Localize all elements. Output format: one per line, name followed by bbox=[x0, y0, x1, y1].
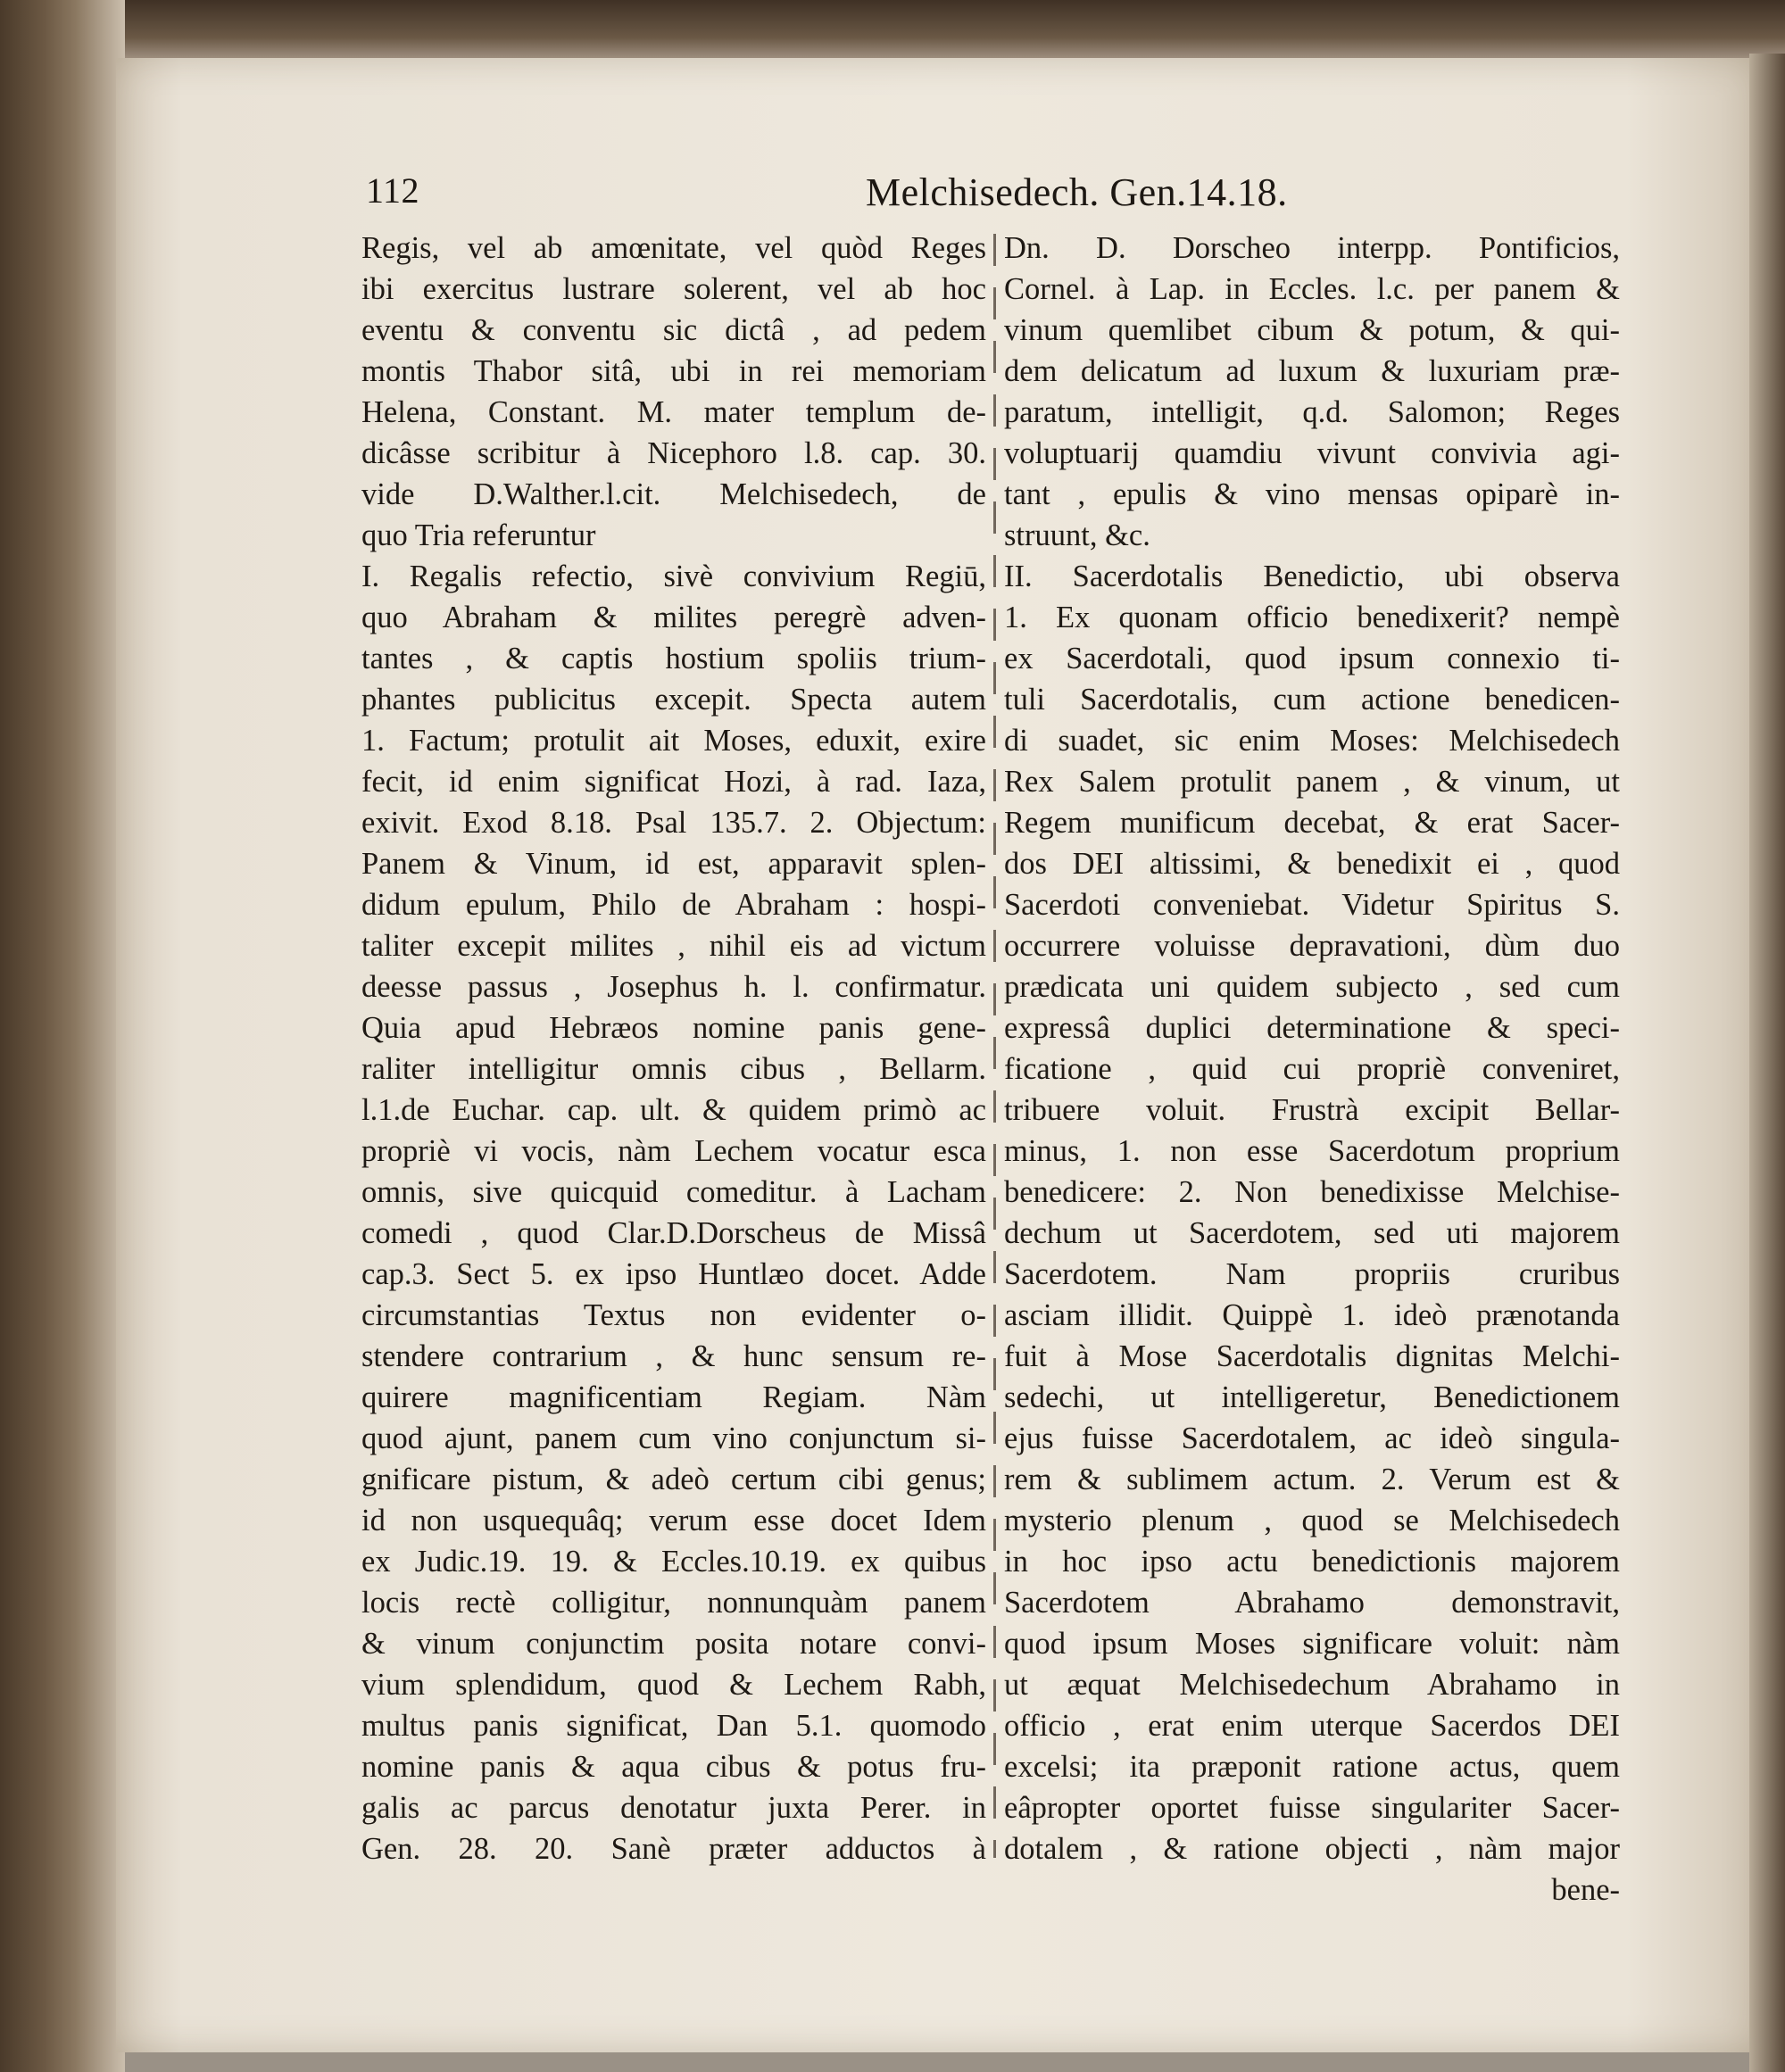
text-line: Rex Salem protulit panem , & vinum, ut bbox=[1004, 765, 1620, 799]
text-line: ficatione , quid cui propriè conveniret, bbox=[1004, 1052, 1620, 1086]
text-line: dos DEI altissimi, & benedixit ei , quod bbox=[1004, 847, 1620, 881]
text-line: quo Abraham & milites peregrè adven- bbox=[361, 601, 986, 634]
text-line: mysterio plenum , quod se Melchisedech bbox=[1004, 1504, 1620, 1537]
text-line: didum epulum, Philo de Abraham : hospi- bbox=[361, 888, 986, 922]
text-line: fecit, id enim significat Hozi, à rad. Iaza, bbox=[361, 765, 986, 799]
text-line: ejus fuisse Sacerdotalem, ac ideò singula- bbox=[1004, 1421, 1620, 1455]
text-line: Helena, Constant. M. mater templum de- bbox=[361, 395, 986, 429]
text-line: Gen. 28. 20. Sanè præter adductos à bbox=[361, 1832, 986, 1866]
text-line: rem & sublimem actum. 2. Verum est & bbox=[1004, 1463, 1620, 1496]
text-line: benedicere: 2. Non benedixisse Melchise- bbox=[1004, 1175, 1620, 1209]
text-line: expressâ duplici determinatione & speci- bbox=[1004, 1011, 1620, 1045]
text-line: Regem munificum decebat, & erat Sacer- bbox=[1004, 806, 1620, 840]
text-line: nomine panis & aqua cibus & potus fru- bbox=[361, 1750, 986, 1784]
book-top-edge bbox=[0, 0, 1785, 62]
text-line: comedi , quod Clar.D.Dorscheus de Missâ bbox=[361, 1216, 986, 1250]
text-line: id non usquequâq; verum esse docet Idem bbox=[361, 1504, 986, 1537]
text-line: di suadet, sic enim Moses: Melchisedech bbox=[1004, 724, 1620, 758]
text-line: eventu & conventu sic dictâ , ad pedem bbox=[361, 313, 986, 347]
text-line: multus panis significat, Dan 5.1. quomodo bbox=[361, 1709, 986, 1743]
text-line: Cornel. à Lap. in Eccles. l.c. per panem & bbox=[1004, 272, 1620, 306]
text-line: Panem & Vinum, id est, apparavit splen- bbox=[361, 847, 986, 881]
right-text-column bbox=[1004, 228, 1620, 1910]
text-line: minus, 1. non esse Sacerdotum proprium bbox=[1004, 1134, 1620, 1168]
text-line: deesse passus , Josephus h. l. confirmatur. bbox=[361, 970, 986, 1004]
text-line: galis ac parcus denotatur juxta Perer. in bbox=[361, 1791, 986, 1825]
text-line: & vinum conjunctim posita notare convi- bbox=[361, 1627, 986, 1661]
text-line: ut æquat Melchisedechum Abrahamo in bbox=[1004, 1668, 1620, 1702]
text-line: I. Regalis refectio, sivè convivium Regiū, bbox=[361, 559, 986, 593]
text-line: propriè vi vocis, nàm Lechem vocatur esca bbox=[361, 1134, 986, 1168]
left-text-column bbox=[361, 228, 986, 1869]
text-line: Quia apud Hebræos nomine panis gene- bbox=[361, 1011, 986, 1045]
text-line: omnis, sive quicquid comeditur. à Lacham bbox=[361, 1175, 986, 1209]
text-line: Dn. D. Dorscheo interpp. Pontificios, bbox=[1004, 231, 1620, 265]
text-line: cap.3. Sect 5. ex ipso Huntlæo docet. Adde bbox=[361, 1257, 986, 1291]
text-line: ex Judic.19. 19. & Eccles.10.19. ex quibus bbox=[361, 1545, 986, 1579]
running-head bbox=[241, 170, 1633, 223]
text-line: ibi exercitus lustrare solerent, vel ab hoc bbox=[361, 272, 986, 306]
text-line: paratum, intelligit, q.d. Salomon; Reges bbox=[1004, 395, 1620, 429]
text-line: prædicata uni quidem subjecto , sed cum bbox=[1004, 970, 1620, 1004]
text-line: Sacerdoti conveniebat. Videtur Spiritus S. bbox=[1004, 888, 1620, 922]
text-line: voluptuarij quamdiu vivunt convivia agi- bbox=[1004, 436, 1620, 470]
text-line: Regis, vel ab amœnitate, vel quòd Reges bbox=[361, 231, 986, 265]
text-line: fuit à Mose Sacerdotalis dignitas Melchi- bbox=[1004, 1339, 1620, 1373]
column-divider bbox=[993, 234, 996, 1858]
text-line: stendere contrarium , & hunc sensum re- bbox=[361, 1339, 986, 1373]
text-line: vide D.Walther.l.cit. Melchisedech, de bbox=[361, 477, 986, 511]
text-line: quod ajunt, panem cum vino conjunctum si- bbox=[361, 1421, 986, 1455]
text-line: ex Sacerdotali, quod ipsum connexio ti- bbox=[1004, 642, 1620, 675]
text-line: quod ipsum Moses significare voluit: nàm bbox=[1004, 1627, 1620, 1661]
text-line: exivit. Exod 8.18. Psal 135.7. 2. Objectum: bbox=[361, 806, 986, 840]
text-line: bene- bbox=[1551, 1873, 1620, 1907]
text-line: dechum ut Sacerdotem, sed uti majorem bbox=[1004, 1216, 1620, 1250]
text-line: struunt, &c. bbox=[1004, 518, 1150, 552]
text-line: l.1.de Euchar. cap. ult. & quidem primò ac bbox=[361, 1093, 986, 1127]
text-line: quo Tria referuntur bbox=[361, 518, 596, 552]
text-line: Sacerdotem Abrahamo demonstravit, bbox=[1004, 1586, 1620, 1620]
text-line: vinum quemlibet cibum & potum, & qui- bbox=[1004, 313, 1620, 347]
text-line: eâpropter oportet fuisse singulariter Sacer- bbox=[1004, 1791, 1620, 1825]
text-line: quirere magnificentiam Regiam. Nàm bbox=[361, 1380, 986, 1414]
text-line: Sacerdotem. Nam propriis cruribus bbox=[1004, 1257, 1620, 1291]
text-line: 1. Ex quonam officio benedixerit? nempè bbox=[1004, 601, 1620, 634]
text-line: locis rectè colligitur, nonnunquàm panem bbox=[361, 1586, 986, 1620]
running-head-title: Melchisedech. Gen.14.18. bbox=[866, 170, 1288, 214]
text-line: asciam illidit. Quippè 1. ideò prænotanda bbox=[1004, 1298, 1620, 1332]
text-line: officio , erat enim uterque Sacerdos DEI bbox=[1004, 1709, 1620, 1743]
text-line: tuli Sacerdotalis, cum actione benedicen- bbox=[1004, 683, 1620, 717]
text-line: vium splendidum, quod & Lechem Rabh, bbox=[361, 1668, 986, 1702]
text-line: dicâsse scribitur à Nicephoro l.8. cap. 30. bbox=[361, 436, 986, 470]
text-line: sedechi, ut intelligeretur, Benedictionem bbox=[1004, 1380, 1620, 1414]
text-line: 1. Factum; protulit ait Moses, eduxit, exire bbox=[361, 724, 986, 758]
text-line: tribuere voluit. Frustrà excipit Bellar- bbox=[1004, 1093, 1620, 1127]
text-line: tantes , & captis hostium spoliis trium- bbox=[361, 642, 986, 675]
text-line: in hoc ipso actu benedictionis majorem bbox=[1004, 1545, 1620, 1579]
book-spine-edge bbox=[0, 0, 125, 2072]
text-line: raliter intelligitur omnis cibus , Bellarm. bbox=[361, 1052, 986, 1086]
text-line: occurrere voluisse depravationi, dùm duo bbox=[1004, 929, 1620, 963]
page-number: 112 bbox=[366, 170, 420, 211]
text-line: montis Thabor sitâ, ubi in rei memoriam bbox=[361, 354, 986, 388]
page-fore-edge bbox=[1749, 54, 1785, 2072]
text-line: excelsi; ita præponit ratione actus, quem bbox=[1004, 1750, 1620, 1784]
text-line: dotalem , & ratione objecti , nàm major bbox=[1004, 1832, 1620, 1866]
text-line: gnificare pistum, & adeò certum cibi genus; bbox=[361, 1463, 986, 1496]
text-line: phantes publicitus excepit. Specta autem bbox=[361, 683, 986, 717]
text-line: tant , epulis & vino mensas opiparè in- bbox=[1004, 477, 1620, 511]
text-line: dem delicatum ad luxum & luxuriam præ- bbox=[1004, 354, 1620, 388]
text-line: II. Sacerdotalis Benedictio, ubi observa bbox=[1004, 559, 1620, 593]
text-line: circumstantias Textus non evidenter o- bbox=[361, 1298, 986, 1332]
text-line: taliter excepit milites , nihil eis ad victum bbox=[361, 929, 986, 963]
